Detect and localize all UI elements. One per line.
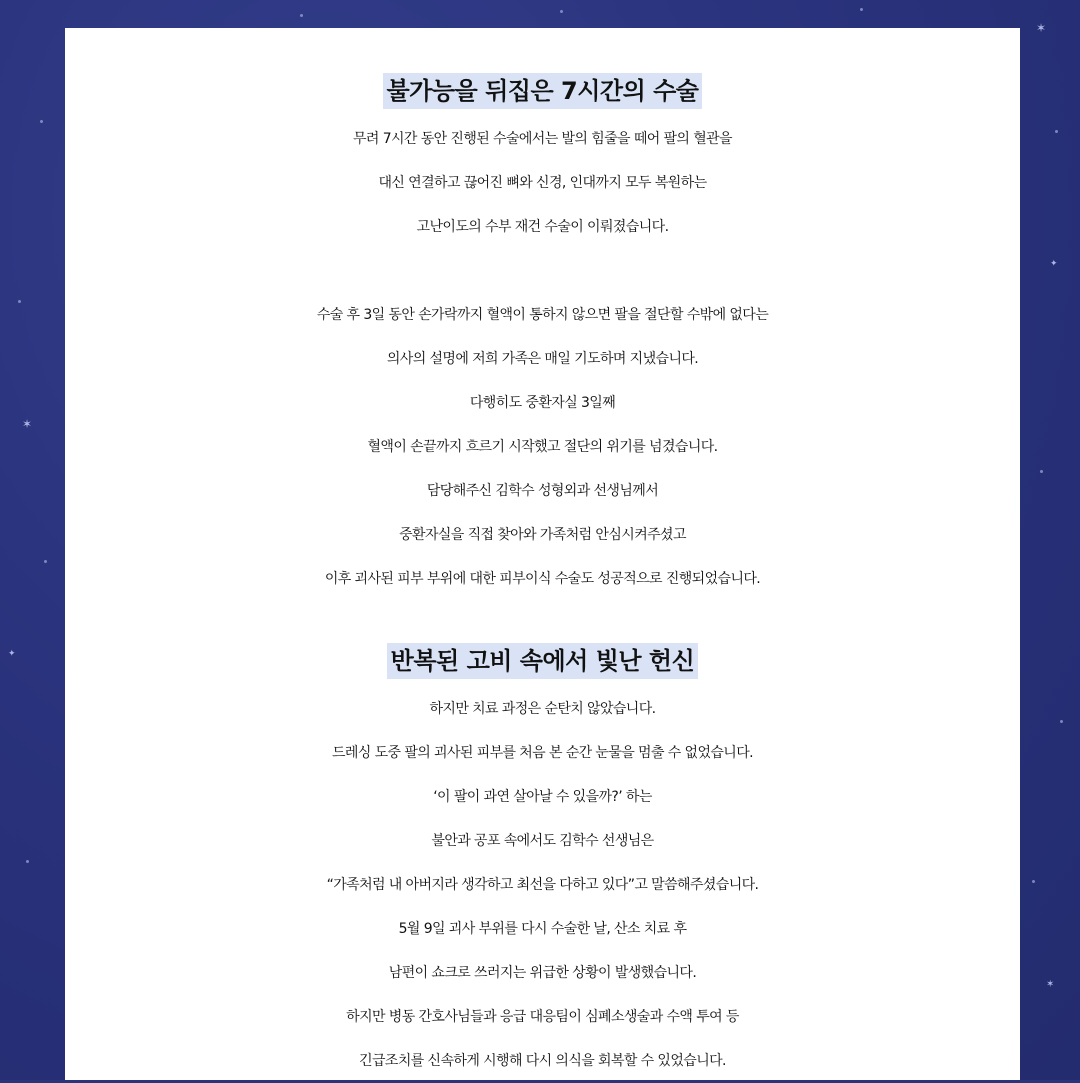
star-dot: [1032, 880, 1035, 883]
star-dot: [18, 300, 21, 303]
paragraph-line: 하지만 치료 과정은 순탄치 않았습니다.: [429, 701, 656, 717]
paragraph-line: 불안과 공포 속에서도 김학수 선생님은: [431, 833, 654, 849]
paragraph-line: 혈액이 손끝까지 흐르기 시작했고 절단의 위기를 넘겼습니다.: [367, 439, 718, 455]
star-dot: [1040, 470, 1043, 473]
paragraph-line: 수술 후 3일 동안 손가락까지 혈액이 통하지 않으면 팔을 절단할 수밖에 없다는: [316, 307, 769, 323]
star-dot: [300, 14, 303, 17]
star-icon: ✶: [1036, 21, 1047, 35]
star-dot: [1055, 130, 1058, 133]
paragraph-line: 고난이도의 수부 재건 수술이 이뤄졌습니다.: [416, 219, 669, 235]
star-icon: ✶: [22, 417, 33, 431]
paragraph-line: 긴급조치를 신속하게 시행해 다시 의식을 회복할 수 있었습니다.: [359, 1053, 726, 1069]
star-dot: [26, 860, 29, 863]
paragraph-line: 무려 7시간 동안 진행된 수술에서는 발의 힘줄을 떼어 팔의 혈관을: [353, 131, 732, 147]
paragraph-line: 남편이 쇼크로 쓰러지는 위급한 상황이 발생했습니다.: [388, 965, 697, 981]
star-dot: [860, 8, 863, 11]
paragraph-line: 하지만 병동 간호사님들과 응급 대응팀이 심폐소생술과 수액 투여 등: [346, 1009, 739, 1025]
content-card: [65, 28, 1020, 1080]
story-text: [65, 73, 1020, 1083]
star-dot: [1060, 720, 1063, 723]
section-heading: 불가능을 뒤집은 7시간의 수술: [383, 73, 703, 109]
paragraph-line: 이후 괴사된 피부 부위에 대한 피부이식 수술도 성공적으로 진행되었습니다.: [324, 571, 761, 587]
star-dot: [40, 120, 43, 123]
paragraph-line: 다행히도 중환자실 3일째: [469, 395, 616, 411]
paragraph-line: 중환자실을 직접 찾아와 가족처럼 안심시켜주셨고: [399, 527, 686, 543]
star-dot: [44, 560, 47, 563]
paragraph-line: 의사의 설명에 저희 가족은 매일 기도하며 지냈습니다.: [386, 351, 699, 367]
paragraph-line: “가족처럼 내 아버지라 생각하고 최선을 다하고 있다”고 말씀해주셨습니다.: [326, 877, 759, 893]
star-dot: [560, 10, 563, 13]
section-heading: 반복된 고비 속에서 빛난 헌신: [387, 643, 699, 679]
paragraph-line: 드레싱 도중 팔의 괴사된 피부를 처음 본 순간 눈물을 멈출 수 없었습니다.: [332, 745, 753, 761]
section-recovery: [65, 643, 1020, 1083]
paragraph-spacer: [65, 249, 1020, 293]
paragraph-line: 대신 연결하고 끊어진 뼈와 신경, 인대까지 모두 복원하는: [378, 175, 707, 191]
star-icon: ✦: [8, 649, 16, 659]
paragraph-line: 담당해주신 김학수 성형외과 선생님께서: [426, 483, 659, 499]
star-icon: ✦: [1050, 259, 1058, 269]
star-icon: ✶: [1046, 979, 1055, 990]
paragraph-line: 5월 9일 괴사 부위를 다시 수술한 날, 산소 치료 후: [398, 921, 687, 937]
paragraph-line: ‘이 팔이 과연 살아날 수 있을까?’ 하는: [433, 789, 652, 805]
section-surgery: [65, 73, 1020, 601]
